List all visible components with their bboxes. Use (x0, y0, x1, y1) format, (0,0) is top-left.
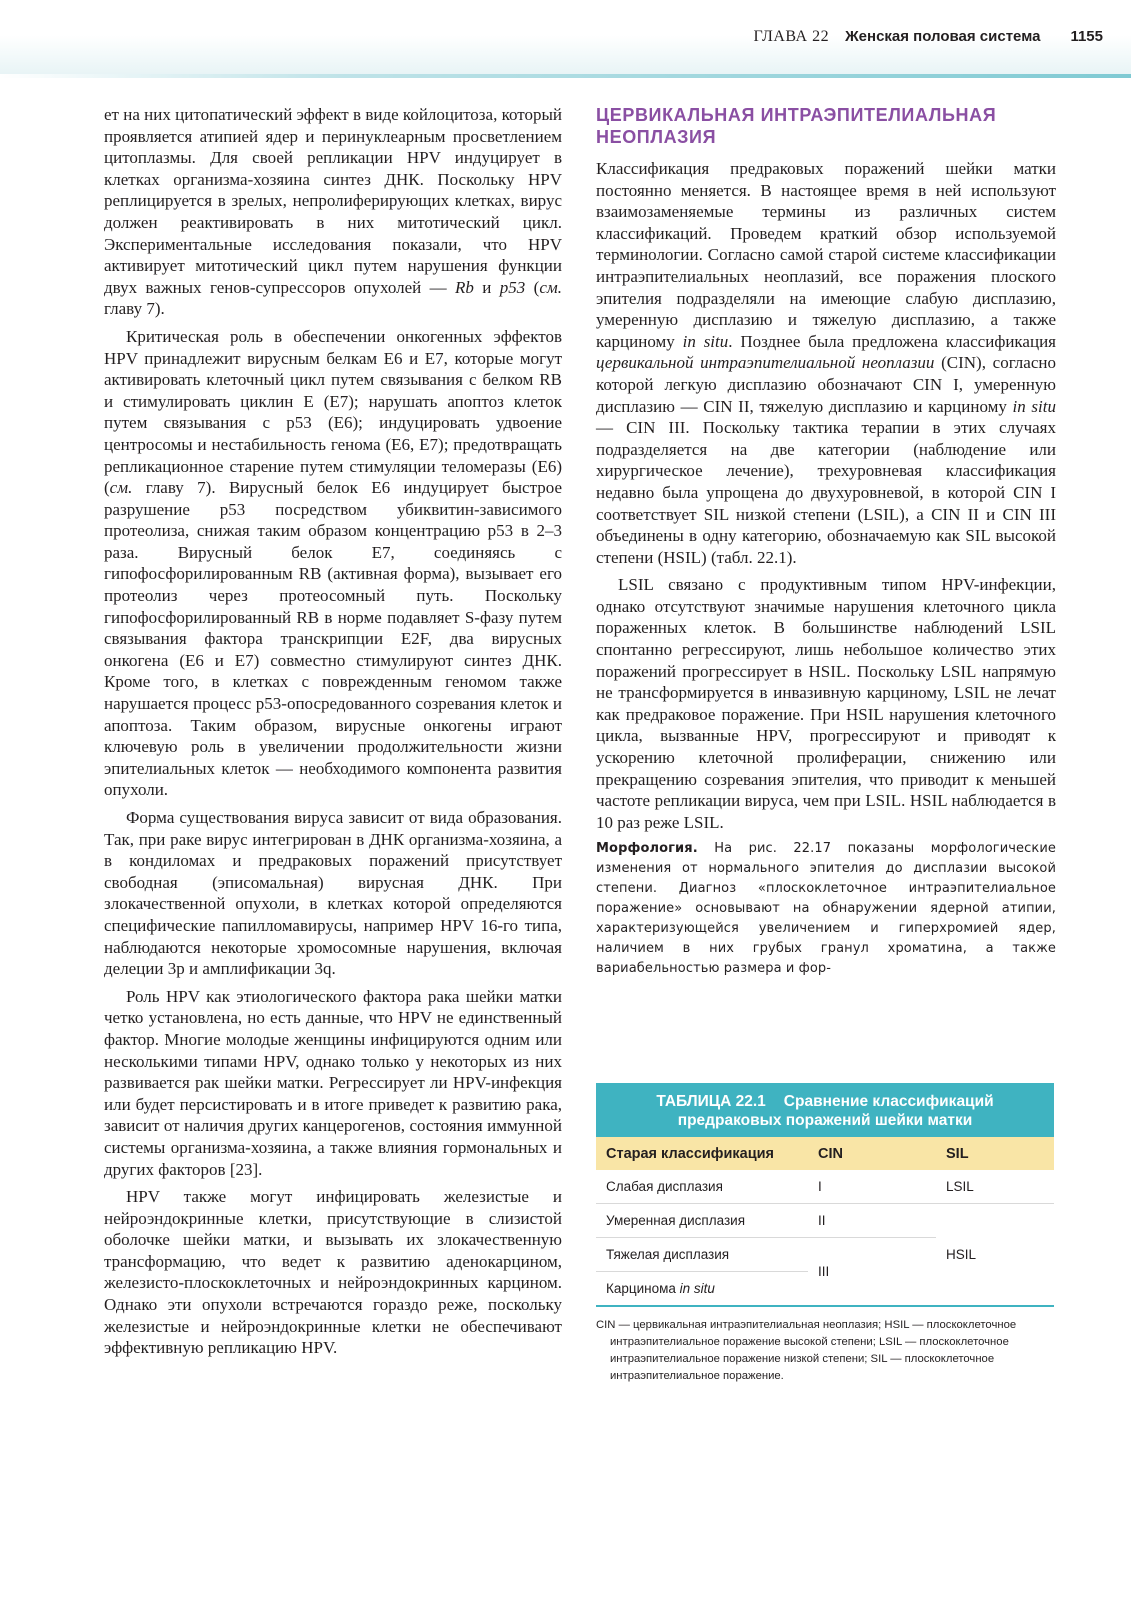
table-title-line2: предраковых поражений шейки матки (677, 1112, 973, 1129)
morphology-paragraph: Морфология. На рис. 22.17 показаны морфологические изменения от нормального эпителия до дисплазии высокой степени. Диагноз «плоскоклеточное интраэпителиальное поражение» основывают на обнаружении ядерной атипии, характеризующейся увеличением и гиперхромией ядер, наличием в них грубых гранул хроматина, а также вариабельностью размера и фор- (596, 841, 1056, 977)
paragraph: HPV также могут инфицировать железистые и нейроэндокринные клетки, присутствующие в слизистой оболочке шейки матки, и вызывать их злокачественную трансформацию, что ведет к развитию аденокарцином, железисто-плоскоклеточных и нейроэндокринных карцином. Однако эти опухоли встречаются гораздо реже, поскольку железистые и нейроэндокринные клетки не обеспечивают эффективную репликацию HPV. (104, 1187, 562, 1358)
page-number: 1155 (1070, 28, 1103, 45)
table-header-row (596, 1137, 1054, 1170)
running-head (753, 28, 1103, 46)
table-row (596, 1170, 1054, 1204)
table-footnote: CIN — цервикальная интраэпителиальная неоплазия; HSIL — плоскоклеточное интраэпителиальное поражение высокой степени; LSIL — плоскоклеточное интраэпителиальное поражение низкой степени; SIL — плоскоклеточное интраэпителиальное поражение. (596, 1319, 1017, 1382)
classification-table (596, 1083, 1054, 1385)
cell-sil: LSIL (936, 1170, 1054, 1204)
cell-old: Тяжелая дисплазия (596, 1238, 808, 1272)
page-header (0, 0, 1131, 78)
cell-sil-merged: HSIL (936, 1204, 1054, 1307)
cell-old: Слабая дисплазия (596, 1170, 808, 1204)
paragraph: Критическая роль в обеспечении онкогенных эффектов HPV принадлежит вирусным белкам E6 и E7, которые могут активировать клеточный цикл путем связывания с белком RB и стимулировать циклин E (E7); нарушать апоптоз клеток путем связывания с p53 (E6); индуцировать удвоение центросомы и нестабильность генома (E6, E7); предотвращать репликационное старение путем стимуляции теломеразы (E6) (см. главу 7). Вирусный белок E6 индуцирует быстрое разрушение p53 посредством убиквитин-зависимого протеолиза, снижая таким образом концентрацию p53 в 2–3 раза. Вирусный белок E7, соединяясь с гипофосфорилированным RB (активная форма), вызывает его протеолиз через протеосомный путь. Поскольку гипофосфорилированный RB в норме подавляет S-фазу путем связывания фактора транскрипции E2F, два вирусных онкогена (E6 и E7) совместно стимулируют синтез ДНК. Кроме того, в клетках с поврежденным геномом также нарушается процесс p53-опосредованного созревания клеток и апоптоза. Таким образом, вирусные онкогены играют ключевую роль в увеличении продолжительности жизни эпителиальных клеток — необходимого компонента развития опухоли. (104, 326, 562, 800)
column-header-cin: CIN (808, 1137, 936, 1170)
section-name: Женская половая система (845, 28, 1041, 45)
cell-cin-merged: III (808, 1238, 936, 1307)
table-body (596, 1137, 1054, 1307)
paragraph: ет на них цитопатический эффект в виде койлоцитоза, который проявляется атипией ядер и перинуклеарным просветлением цитоплазмы. Для своей репликации HPV индуцирует в клетках организма-хозяина синтез ДНК. Поскольку HPV реплицируется в зрелых, непролиферирующих клетках, вирус должен реактивировать в них митотический цикл. Экспериментальные исследования показали, что HPV активирует митотический цикл путем нарушения функции двух важных генов-супрессоров опухолей — Rb и p53 (см. главу 7). (104, 105, 562, 319)
paragraph: Классификация предраковых поражений шейки матки постоянно меняется. В настоящее время в ней используют взаимозаменяемые термины из различных систем классификаций. Проведем краткий обзор используемой терминологии. Согласно самой старой системе классификации интраэпителиальных неоплазий, все поражения плоского эпителия подразделяли на имеющие слабую дисплазию, умеренную дисплазию и тяжелую дисплазию, а также карциному in situ. Позднее была предложена классификация цервикальной интраэпителиальной неоплазии (CIN), согласно которой легкую дисплазию обозначают CIN I, умеренную дисплазию — CIN II, тяжелую дисплазию и карциному in situ — CIN III. Поскольку тактика терапии в этих случаях подразделяется на две категории (наблюдение или хирургическое лечение), трехуровневая классификация недавно была упрощена до двухуровневой, в которой CIN I соответствует SIL низкой степени (LSIL), а CIN II и CIN III объединены в одну категорию, обозначаемую как SIL высокой степени (HSIL) (табл. 22.1). (596, 159, 1056, 567)
section-heading: ЦЕРВИКАЛЬНАЯ ИНТРАЭПИТЕЛИАЛЬНАЯ НЕОПЛАЗИЯ (596, 105, 997, 147)
morphology-label: Морфология. (596, 841, 698, 857)
cell-old: Карцинома in situ (596, 1272, 808, 1307)
paragraph: Форма существования вируса зависит от вида образования. Так, при раке вирус интегрирован в ДНК организма-хозяина, а в кондиломах и предраковых поражений присутствует свободная (эписомальная) вирусная ДНК. При злокачественной опухоли, в клетках которой определяются специфические папилломавирусы, например HPV 16-го типа, наблюдаются некоторые хромосомные нарушения, включая делеции 3p и амплификации 3q. (104, 808, 562, 979)
paragraph: LSIL связано с продуктивным типом HPV-инфекции, однако отсутствуют значимые нарушения клеточного цикла пораженных клеток. В большинстве наблюдений LSIL спонтанно регрессируют, лишь небольшое количество этих поражений прогрессирует в HSIL. Поскольку LSIL напрямую не трансформируется в инвазивную карциному, LSIL не лечат как предраковое поражение. При HSIL нарушения клеточного цикла, вызванные HPV, прогрессируют и приводят к ускорению клеточной пролиферации, снижению или прекращению созревания эпителия, что приводит к меньшей частоте репликации вируса, чем при LSIL. HSIL наблюдается в 10 раз реже LSIL. (596, 575, 1056, 832)
column-header-sil: SIL (936, 1137, 1054, 1170)
paragraph: Роль HPV как этиологического фактора рака шейки матки четко установлена, но есть данные, что HPV не единственный фактор. Многие молодые женщины инфицируются одним или несколькими типами HPV, однако только у некоторых из них развивается рак шейки матки. Регрессирует ли HPV-инфекция или будет персистировать и в итоге приведет к развитию рака, зависит от наличия других канцерогенов, состояния иммунной системы организма-хозяина, а также влияния гормональных и других факторов [23]. (104, 986, 562, 1179)
cell-cin: I (808, 1170, 936, 1204)
cell-old: Умеренная дисплазия (596, 1204, 808, 1238)
left-column (104, 104, 562, 1365)
table-label: ТАБЛИЦА 22.1 (656, 1093, 766, 1110)
table-caption (596, 1083, 1054, 1137)
table-title-line1: Сравнение классификаций (783, 1093, 994, 1110)
table-row (596, 1204, 1054, 1238)
cell-cin: II (808, 1204, 936, 1238)
chapter-label: ГЛАВА 22 (753, 28, 830, 45)
column-header-old: Старая классификация (596, 1137, 808, 1170)
right-column (596, 104, 1056, 985)
